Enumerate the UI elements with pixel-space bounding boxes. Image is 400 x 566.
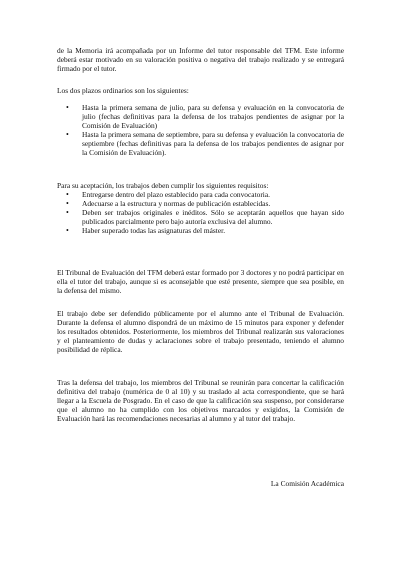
paragraph-requirements-intro: Para su aceptación, los trabajos deben cumplir los siguientes requisitos: xyxy=(57,181,269,190)
deadlines-list xyxy=(57,103,344,158)
paragraph-tutor-report: de la Memoria irá acompañada por un Informe del tutor responsable del TFM. Este informe deberá estar motivado en su valoración positiva o negativa del trabajo realizado y se entregará firmado por el tutor. xyxy=(57,46,344,74)
paragraph-defense: El trabajo debe ser defendido públicamente por el alumno ante el Tribunal de Evaluación. Durante la defensa el alumno dispondrá de un máximo de 15 minutos para exponer y defender los resultados obtenidos. Posteriormente, los miembros del Tribunal realizarán sus valoraciones y el planteamiento de dudas y aclaraciones sobre el trabajo presentado, teniendo el alumno posibilidad de réplica. xyxy=(57,309,344,355)
paragraph-tribunal: El Tribunal de Evaluación del TFM deberá estar formado por 3 doctores y no podrá participar en ella el tutor del trabajo, aunque si es aconsejable que esté presente, siempre que sea posible, en la defensa del mismo. xyxy=(57,268,344,296)
list-item: • Entregarse dentro del plazo establecido para cada convocatoria. xyxy=(57,190,344,199)
list-item: • Hasta la primera semana de septiembre, para su defensa y evaluación la convocatoria de septiembre (fechas definitivas para la defensa de los trabajos pendientes de asignar por la Comisión de Evaluación). xyxy=(57,130,344,157)
list-item: • Hasta la primera semana de julio, para su defensa y evaluación en la convocatoria de julio (fechas definitivas para la defensa de los trabajos pendientes de asignar por la Comisión de Evaluación) xyxy=(57,103,344,130)
list-item: • Adecuarse a la estructura y normas de publicación establecidas. xyxy=(57,199,344,208)
list-item: • Haber superado todas las asignaturas del máster. xyxy=(57,226,344,235)
list-item: • Deben ser trabajos originales e inéditos. Sólo se aceptarán aquellos que hayan sido publicados parcialmente pero bajo autoría exclusiva del alumno. xyxy=(57,208,344,226)
paragraph-grading: Tras la defensa del trabajo, los miembros del Tribunal se reunirán para concertar la calificación definitiva del trabajo (numérica de 0 al 10) y su traslado al acta correspondiente, que se hará llegar a la Escuela de Posgrado. En el caso de que la calificación sea suspenso, por considerarse que el alumno no ha cumplido con los objetivos marcados y exigidos, la Comisión de Evaluación hará las recomendaciones necesarias al alumno y al tutor del trabajo. xyxy=(57,378,344,424)
paragraph-deadlines-intro: Los dos plazos ordinarios son los siguientes: xyxy=(57,86,189,95)
signature: La Comisión Académica xyxy=(270,479,344,488)
requirements-list xyxy=(57,190,344,235)
